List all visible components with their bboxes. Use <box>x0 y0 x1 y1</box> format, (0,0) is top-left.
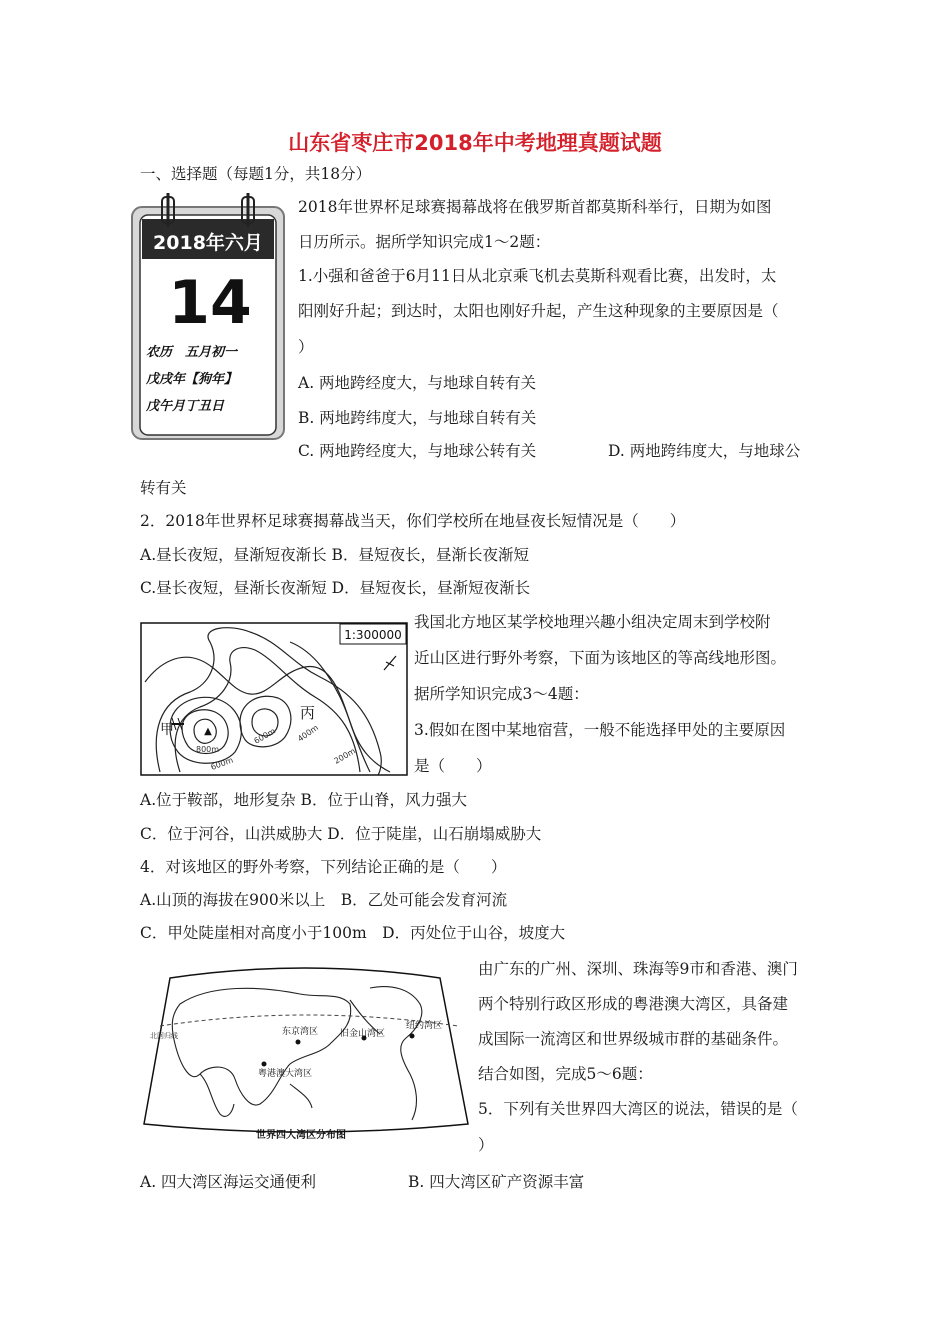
q4-options-cd: C．甲处陡崖相对高度小于100m D．丙处位于山谷，坡度大 <box>140 924 566 942</box>
contour-map-figure <box>140 622 408 776</box>
intro3-line3: 据所学知识完成3～4题： <box>414 685 589 703</box>
intro5-line2: 两个特别行政区形成的粤港澳大湾区，具备建 <box>478 995 789 1013</box>
map-label-left: 北回归线 <box>150 1032 178 1040</box>
contour-label-800: 800m <box>196 745 220 754</box>
intro5-line4: 结合如图，完成5～6题： <box>478 1065 653 1083</box>
intro1-line2: 日历所示。据所学知识完成1～2题： <box>298 233 551 251</box>
contour-label-600b: 600m <box>209 755 235 772</box>
q3-options-cd: C．位于河谷，山洪威胁大 D．位于陡崖，山石崩塌威胁大 <box>140 825 542 843</box>
q3-stem-2: 是（ ） <box>414 757 492 775</box>
intro3-line2: 近山区进行野外考察，下面为该地区的等高线地形图。 <box>414 649 787 667</box>
world-bay-map-figure <box>140 964 470 1144</box>
q3-options-ab: A.位于鞍部，地形复杂 B．位于山脊，风力强大 <box>140 791 467 809</box>
contour-label-600a: 600m <box>252 726 277 746</box>
q4-options-ab: A.山顶的海拔在900米以上 B．乙处可能会发育河流 <box>140 891 508 909</box>
svg-text:▲: ▲ <box>204 726 212 737</box>
q1-option-c: C. 两地跨经度大，与地球公转有关 <box>298 442 537 460</box>
q5-option-b: B. 四大湾区矿产资源丰富 <box>408 1173 585 1191</box>
intro1-line1: 2018年世界杯足球赛揭幕战将在俄罗斯首都莫斯科举行，日期为如图 <box>298 198 772 216</box>
contour-label-jia: 甲 <box>160 722 174 738</box>
q1-stem-3: ） <box>298 338 314 356</box>
intro5-line3: 成国际一流湾区和世界级城市群的基础条件。 <box>478 1030 789 1048</box>
contour-scale: 1:300000 <box>344 628 402 642</box>
q1-option-d: D. 两地跨纬度大，与地球公 <box>608 442 801 460</box>
q4-stem: 4．对该地区的野外考察，下列结论正确的是（ ） <box>140 858 507 876</box>
intro3-line1: 我国北方地区某学校地理兴趣小组决定周末到学校附 <box>414 613 771 631</box>
calendar-lunar-2: 戊戌年【狗年】 <box>146 372 238 387</box>
contour-label-200: 200m <box>332 746 357 766</box>
q1-stem-2: 阳刚好升起；到达时，太阳也刚好升起，产生这种现象的主要原因是（ <box>298 302 779 320</box>
q1-option-b: B. 两地跨纬度大，与地球自转有关 <box>298 409 537 427</box>
map-label-sf: 旧金山湾区 <box>340 1029 386 1039</box>
calendar-figure <box>128 193 288 445</box>
page-title: 山东省枣庄市2018年中考地理真题试题 <box>288 131 662 155</box>
q1-option-d-cont: 转有关 <box>140 479 187 497</box>
contour-label-bing: 丙 <box>300 704 316 722</box>
map-label-tokyo: 东京湾区 <box>282 1027 319 1037</box>
q3-stem-1: 3.假如在图中某地宿营，一般不能选择甲处的主要原因 <box>414 721 786 739</box>
calendar-lunar-1: 农历 五月初一 <box>146 345 238 360</box>
calendar-day: 14 <box>168 268 252 338</box>
q1-option-a: A. 两地跨经度大，与地球自转有关 <box>298 374 537 392</box>
map-caption: 世界四大湾区分布图 <box>256 1130 346 1141</box>
q2-options-cd: C.昼长夜短，昼渐长夜渐短 D．昼短夜长，昼渐短夜渐长 <box>140 579 531 597</box>
q2-options-ab: A.昼长夜短，昼渐短夜渐长 B．昼短夜长，昼渐长夜渐短 <box>140 546 529 564</box>
q5-option-a: A. 四大湾区海运交通便利 <box>140 1173 317 1191</box>
q5-stem-2: ） <box>478 1136 494 1154</box>
map-label-gba: 粤港澳大湾区 <box>258 1069 313 1079</box>
calendar-header: 2018年六月 <box>153 232 263 254</box>
section-heading: 一、选择题（每题1分，共18分） <box>140 165 372 183</box>
contour-label-400: 400m <box>295 723 321 744</box>
q2-stem: 2．2018年世界杯足球赛揭幕战当天，你们学校所在地昼夜长短情况是（ ） <box>140 512 686 530</box>
q1-stem-1: 1.小强和爸爸于6月11日从北京乘飞机去莫斯科观看比赛，出发时，太 <box>298 267 777 285</box>
intro5-line1: 由广东的广州、深圳、珠海等9市和香港、澳门 <box>478 960 798 978</box>
map-label-ny: 纽约湾区 <box>406 1021 443 1031</box>
calendar-lunar-3: 戊午月丁丑日 <box>146 399 225 414</box>
q5-stem-1: 5．下列有关世界四大湾区的说法，错误的是（ <box>478 1100 798 1118</box>
